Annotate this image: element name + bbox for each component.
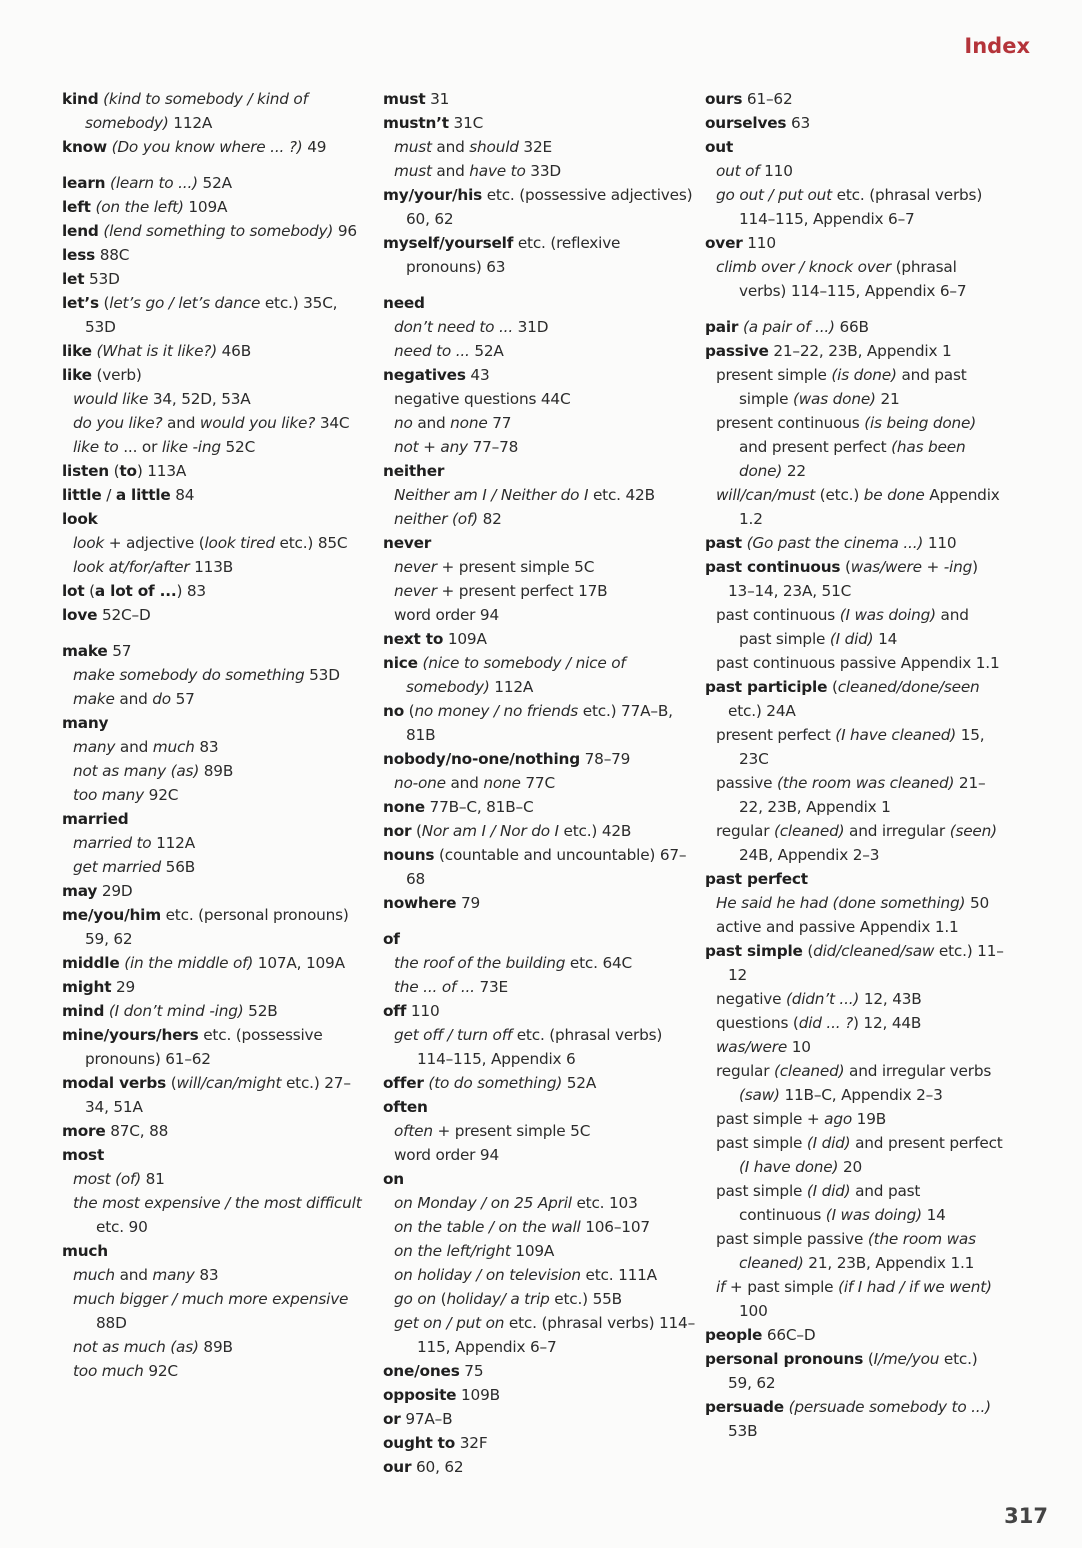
index-subentry: past simple + ago 19B xyxy=(716,1110,887,1128)
index-subentry: get off / turn off etc. (phrasal verbs) 114–115, Appendix 6 xyxy=(394,1026,663,1068)
index-entry: mind (I don’t mind -ing) 52B xyxy=(62,1002,278,1020)
index-subentry: negative (didn’t ...) 12, 43B xyxy=(716,990,922,1008)
index-subentry: never + present simple 5C xyxy=(394,558,595,576)
index-entry: mustn’t 31C xyxy=(383,114,484,132)
index-subentry: most (of) 81 xyxy=(73,1170,165,1188)
index-subentry: climb over / knock over (phrasal verbs) 114–115, Appendix 6–7 xyxy=(716,258,967,300)
index-subentry: regular (cleaned) and irregular (seen) 24B, Appendix 2–3 xyxy=(716,822,997,864)
index-entry: on xyxy=(383,1170,404,1188)
index-subentry: go on (holiday/ a trip etc.) 55B xyxy=(394,1290,622,1308)
index-column-1 xyxy=(62,87,367,1383)
index-entry: people 66C–D xyxy=(705,1326,816,1344)
index-entry: nobody/no-one/nothing 78–79 xyxy=(383,750,631,768)
index-subentry: many and much 83 xyxy=(73,738,219,756)
index-column-2 xyxy=(383,87,698,1479)
index-entry: much xyxy=(62,1242,108,1260)
index-subentry: look + adjective (look tired etc.) 85C xyxy=(73,534,348,552)
index-subentry: make and do 57 xyxy=(73,690,195,708)
index-entry: neither xyxy=(383,462,445,480)
index-subentry: present continuous (is being done) and present perfect (has been done) 22 xyxy=(716,414,977,480)
index-subentry: do you like? and would you like? 34C xyxy=(73,414,350,432)
index-entry: none 77B–C, 81B–C xyxy=(383,798,534,816)
index-subentry: on the table / on the wall 106–107 xyxy=(394,1218,650,1236)
index-subentry: no-one and none 77C xyxy=(394,774,555,792)
index-entry: past perfect xyxy=(705,870,808,888)
index-entry: might 29 xyxy=(62,978,136,996)
index-subentry: Neither am I / Neither do I etc. 42B xyxy=(394,486,655,504)
index-subentry: not as many (as) 89B xyxy=(73,762,234,780)
index-entry: less 88C xyxy=(62,246,130,264)
index-entry: one/ones 75 xyxy=(383,1362,484,1380)
index-subentry: past simple passive (the room was cleaned) 21, 23B, Appendix 1.1 xyxy=(716,1230,976,1272)
index-subentry: past continuous (I was doing) and past simple (I did) 14 xyxy=(716,606,969,648)
index-subentry: past simple (I did) and past continuous (I was doing) 14 xyxy=(716,1182,946,1224)
index-entry: me/you/him etc. (personal pronouns) 59, 62 xyxy=(62,906,349,948)
index-entry: let 53D xyxy=(62,270,120,288)
index-entry: know (Do you know where ... ?) 49 xyxy=(62,138,327,156)
index-entry: love 52C–D xyxy=(62,606,151,624)
index-subentry: out of 110 xyxy=(716,162,793,180)
index-subentry: the ... of ... 73E xyxy=(394,978,509,996)
index-subentry: often + present simple 5C xyxy=(394,1122,591,1140)
index-entry: of xyxy=(383,930,400,948)
index-column-3 xyxy=(705,87,1005,1443)
index-entry: like (verb) xyxy=(62,366,142,384)
index-subentry: no and none 77 xyxy=(394,414,512,432)
index-entry: married xyxy=(62,810,129,828)
index-entry: nowhere 79 xyxy=(383,894,481,912)
index-subentry: word order 94 xyxy=(394,1146,499,1164)
index-subentry: on Monday / on 25 April etc. 103 xyxy=(394,1194,638,1212)
index-subentry: get on / put on etc. (phrasal verbs) 114–115, Appendix 6–7 xyxy=(394,1314,696,1356)
index-entry: pair (a pair of ...) 66B xyxy=(705,318,869,336)
index-subentry: would like 34, 52D, 53A xyxy=(73,390,251,408)
index-subentry: the roof of the building etc. 64C xyxy=(394,954,633,972)
page-number: 317 xyxy=(1004,1504,1048,1528)
index-entry: nor (Nor am I / Nor do I etc.) 42B xyxy=(383,822,632,840)
index-entry: my/your/his etc. (possessive adjectives) 60, 62 xyxy=(383,186,693,228)
index-entry: persuade (persuade somebody to ...) 53B xyxy=(705,1398,991,1440)
index-entry: offer (to do something) 52A xyxy=(383,1074,597,1092)
index-subentry: present perfect (I have cleaned) 15, 23C xyxy=(716,726,985,768)
index-subentry: married to 112A xyxy=(73,834,195,852)
index-subentry: neither (of) 82 xyxy=(394,510,502,528)
index-entry: may 29D xyxy=(62,882,133,900)
index-entry: ought to 32F xyxy=(383,1434,488,1452)
index-subentry: He said he had (done something) 50 xyxy=(716,894,990,912)
index-subentry: negative questions 44C xyxy=(394,390,571,408)
index-subentry: will/can/must (etc.) be done Appendix 1.2 xyxy=(716,486,1000,528)
index-entry: over 110 xyxy=(705,234,776,252)
index-entry: past (Go past the cinema ...) 110 xyxy=(705,534,957,552)
index-entry: myself/yourself etc. (reflexive pronouns) 63 xyxy=(383,234,621,276)
index-subentry: on the left/right 109A xyxy=(394,1242,555,1260)
index-subentry: get married 56B xyxy=(73,858,196,876)
index-subentry: like to ... or like -ing 52C xyxy=(73,438,256,456)
index-entry: nice (nice to somebody / nice of somebody) 112A xyxy=(383,654,626,696)
index-subentry: word order 94 xyxy=(394,606,499,624)
index-entry: out xyxy=(705,138,734,156)
index-subentry: must and should 32E xyxy=(394,138,552,156)
index-subentry: past simple (I did) and present perfect (I have done) 20 xyxy=(716,1134,1003,1176)
index-entry: more 87C, 88 xyxy=(62,1122,169,1140)
index-subentry: don’t need to ... 31D xyxy=(394,318,549,336)
index-entry: lot (a lot of ...) 83 xyxy=(62,582,206,600)
index-entry: nouns (countable and uncountable) 67–68 xyxy=(383,846,687,888)
index-subentry: was/were 10 xyxy=(716,1038,811,1056)
index-entry: learn (learn to ...) 52A xyxy=(62,174,232,192)
index-entry: opposite 109B xyxy=(383,1386,500,1404)
index-entry: past participle (cleaned/done/seen etc.) 24A xyxy=(705,678,980,720)
index-entry: often xyxy=(383,1098,428,1116)
index-entry: make 57 xyxy=(62,642,132,660)
index-entry: no (no money / no friends etc.) 77A–B, 81B xyxy=(383,702,673,744)
index-entry: our 60, 62 xyxy=(383,1458,464,1476)
index-subentry: active and passive Appendix 1.1 xyxy=(716,918,959,936)
index-entry: let’s (let’s go / let’s dance etc.) 35C, 53D xyxy=(62,294,338,336)
index-entry: next to 109A xyxy=(383,630,487,648)
index-subentry: on holiday / on television etc. 111A xyxy=(394,1266,657,1284)
index-subentry: not as much (as) 89B xyxy=(73,1338,233,1356)
index-entry: modal verbs (will/can/might etc.) 27–34, 51A xyxy=(62,1074,351,1116)
index-entry: many xyxy=(62,714,109,732)
index-subentry: need to ... 52A xyxy=(394,342,504,360)
index-entry: kind (kind to somebody / kind of somebody) 112A xyxy=(62,90,308,132)
index-subentry: if + past simple (if I had / if we went) 100 xyxy=(716,1278,992,1320)
index-entry: listen (to) 113A xyxy=(62,462,187,480)
index-subentry: much bigger / much more expensive 88D xyxy=(73,1290,349,1332)
index-subentry: passive (the room was cleaned) 21–22, 23B, Appendix 1 xyxy=(716,774,986,816)
page-header-title: Index xyxy=(964,34,1030,58)
index-entry: little / a little 84 xyxy=(62,486,195,504)
index-entry: like (What is it like?) 46B xyxy=(62,342,252,360)
index-subentry: go out / put out etc. (phrasal verbs) 114–115, Appendix 6–7 xyxy=(716,186,983,228)
index-subentry: not + any 77–78 xyxy=(394,438,519,456)
index-entry: look xyxy=(62,510,98,528)
index-entry: ours 61–62 xyxy=(705,90,793,108)
index-subentry: never + present perfect 17B xyxy=(394,582,608,600)
index-subentry: too many 92C xyxy=(73,786,179,804)
index-entry: negatives 43 xyxy=(383,366,490,384)
index-subentry: too much 92C xyxy=(73,1362,178,1380)
index-subentry: regular (cleaned) and irregular verbs (saw) 11B–C, Appendix 2–3 xyxy=(716,1062,992,1104)
index-entry: left (on the left) 109A xyxy=(62,198,228,216)
index-entry: need xyxy=(383,294,425,312)
index-entry: or 97A–B xyxy=(383,1410,453,1428)
index-subentry: must and have to 33D xyxy=(394,162,561,180)
index-subentry: much and many 83 xyxy=(73,1266,219,1284)
index-entry: mine/yours/hers etc. (possessive pronouns) 61–62 xyxy=(62,1026,323,1068)
index-subentry: the most expensive / the most difficult etc. 90 xyxy=(73,1194,362,1236)
index-entry: past continuous (was/were + -ing) 13–14, 23A, 51C xyxy=(705,558,978,600)
index-subentry: present simple (is done) and past simple (was done) 21 xyxy=(716,366,967,408)
index-entry: most xyxy=(62,1146,105,1164)
index-entry: lend (lend something to somebody) 96 xyxy=(62,222,357,240)
index-subentry: look at/for/after 113B xyxy=(73,558,234,576)
index-subentry: past continuous passive Appendix 1.1 xyxy=(716,654,1000,672)
index-entry: past simple (did/cleaned/saw etc.) 11–12 xyxy=(705,942,1004,984)
index-entry: off 110 xyxy=(383,1002,440,1020)
index-entry: must 31 xyxy=(383,90,450,108)
index-entry: personal pronouns (I/me/you etc.) 59, 62 xyxy=(705,1350,978,1392)
index-entry: ourselves 63 xyxy=(705,114,811,132)
index-entry: passive 21–22, 23B, Appendix 1 xyxy=(705,342,952,360)
index-subentry: make somebody do something 53D xyxy=(73,666,340,684)
index-subentry: questions (did ... ?) 12, 44B xyxy=(716,1014,922,1032)
index-entry: never xyxy=(383,534,432,552)
index-entry: middle (in the middle of) 107A, 109A xyxy=(62,954,345,972)
